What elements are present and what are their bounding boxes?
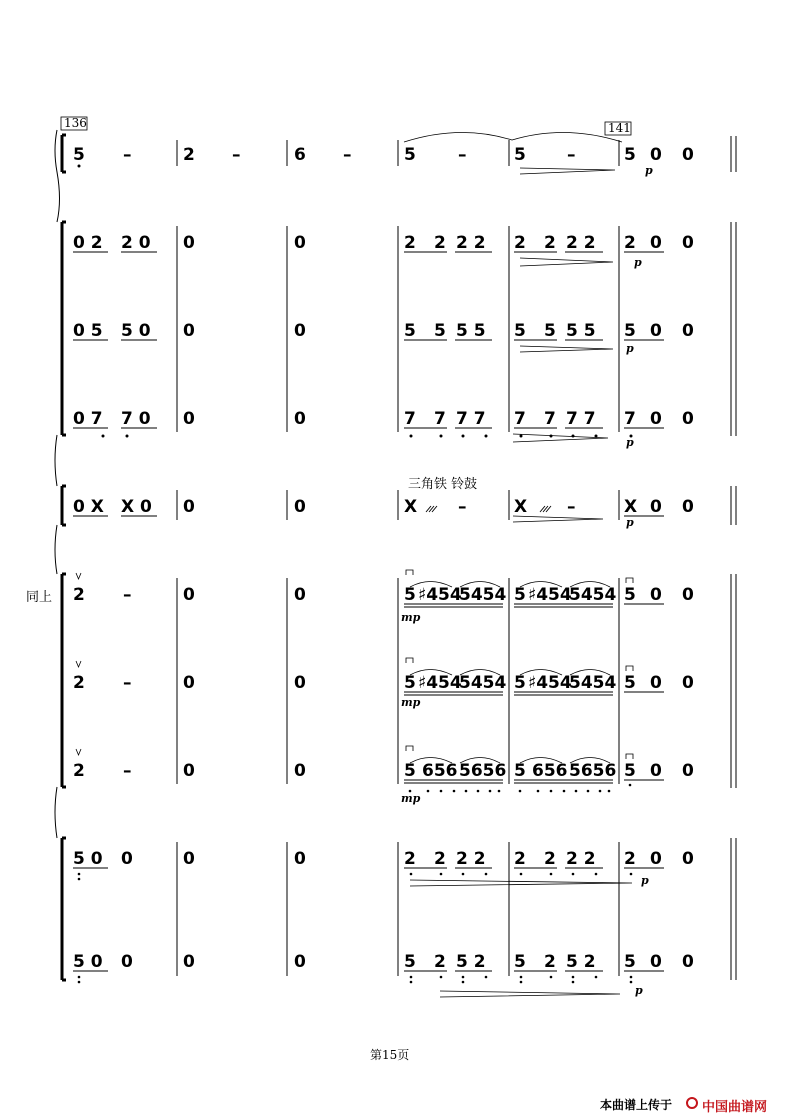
- dynamic-mark: p: [634, 256, 642, 269]
- note: 0: [650, 145, 662, 165]
- note: 0: [183, 585, 195, 605]
- dash: –: [123, 761, 132, 781]
- note: 5: [434, 321, 446, 341]
- dynamics-layer: [401, 164, 653, 997]
- note: 5 2: [566, 952, 596, 972]
- note: 5: [624, 145, 636, 165]
- note: 0: [650, 952, 662, 972]
- note: 5: [514, 145, 526, 165]
- dash: –: [458, 145, 467, 165]
- note: 2 2: [566, 233, 596, 253]
- note: 5: [514, 321, 526, 341]
- note: X: [404, 497, 418, 517]
- dynamic-mark: p: [626, 436, 634, 449]
- note: 2: [514, 233, 526, 253]
- note: 5: [624, 321, 636, 341]
- note: 5454: [459, 585, 507, 605]
- note: 0: [682, 497, 694, 517]
- note: 0: [682, 849, 694, 869]
- note: X: [514, 497, 528, 517]
- note: 0: [121, 849, 133, 869]
- dynamic-mark: p: [641, 874, 649, 887]
- note: ♯454: [528, 585, 572, 605]
- dash: –: [232, 145, 241, 165]
- note: 6: [294, 145, 306, 165]
- note: 2: [183, 145, 195, 165]
- note: ♯454: [418, 585, 462, 605]
- note: 0: [294, 849, 306, 869]
- note: 5454: [569, 673, 617, 693]
- note: 0: [183, 321, 195, 341]
- note: 5 2: [456, 952, 486, 972]
- note: 2: [624, 849, 636, 869]
- note: 0: [294, 321, 306, 341]
- note: 2 2: [456, 233, 486, 253]
- note: 7: [404, 409, 416, 429]
- note: 5: [514, 585, 526, 605]
- dynamic-mark: p: [635, 984, 643, 997]
- measure-number: 136: [64, 116, 87, 130]
- bracket-group: [55, 130, 66, 980]
- note: 5656: [459, 761, 507, 781]
- note: 0 X: [73, 497, 104, 517]
- note: 0: [294, 952, 306, 972]
- dash: –: [123, 585, 132, 605]
- note: 5: [544, 321, 556, 341]
- note: 656: [532, 761, 568, 781]
- note: 2: [73, 585, 85, 605]
- note: 0 2: [73, 233, 103, 253]
- note: 0: [294, 673, 306, 693]
- note: ♯454: [418, 673, 462, 693]
- note: 5454: [569, 585, 617, 605]
- dash: –: [343, 145, 352, 165]
- note: 2: [73, 761, 85, 781]
- note: 2: [514, 849, 526, 869]
- note: 5: [404, 585, 416, 605]
- note: 0: [183, 497, 195, 517]
- note: 5 0: [73, 952, 103, 972]
- note: 5: [404, 321, 416, 341]
- note: 0: [682, 952, 694, 972]
- note: 7: [544, 409, 556, 429]
- measure-number: 141: [608, 121, 631, 135]
- note: 2: [544, 952, 556, 972]
- note: 0: [183, 849, 195, 869]
- note: 0: [682, 409, 694, 429]
- note: 2: [434, 233, 446, 253]
- note: 0: [294, 497, 306, 517]
- percussion-annotation: 三角铁 铃鼓: [408, 477, 478, 492]
- note: 0: [682, 673, 694, 693]
- note: 0: [183, 761, 195, 781]
- note: 2: [404, 233, 416, 253]
- note: 0: [183, 952, 195, 972]
- instrument-annotation: 同上: [26, 590, 53, 605]
- note: 0: [650, 233, 662, 253]
- note: 0: [650, 409, 662, 429]
- dash: –: [458, 497, 467, 517]
- note: 5: [404, 761, 416, 781]
- note: 5 0: [73, 849, 103, 869]
- dynamic-mark: mp: [401, 611, 421, 624]
- notes-layer: [73, 145, 694, 972]
- note: 0: [294, 585, 306, 605]
- note: 0: [682, 233, 694, 253]
- note: 0: [121, 952, 133, 972]
- note: 0 7: [73, 409, 103, 429]
- note: 0: [650, 585, 662, 605]
- dash: –: [567, 497, 576, 517]
- note: 0: [650, 761, 662, 781]
- dynamic-mark: p: [626, 342, 634, 355]
- note: 2: [624, 233, 636, 253]
- page-number: 第15页: [370, 1048, 410, 1062]
- dash: –: [123, 145, 132, 165]
- note: 5656: [569, 761, 617, 781]
- note: 7 0: [121, 409, 151, 429]
- note: 5: [73, 145, 85, 165]
- note: 5: [514, 673, 526, 693]
- note: 0: [650, 497, 662, 517]
- note: 2 2: [566, 849, 596, 869]
- note: 656: [422, 761, 458, 781]
- dynamic-mark: mp: [401, 696, 421, 709]
- note: 2 0: [121, 233, 151, 253]
- note: 5 0: [121, 321, 151, 341]
- note: 0: [682, 585, 694, 605]
- note: 5: [624, 673, 636, 693]
- dynamic-mark: p: [645, 164, 653, 177]
- note: 0: [682, 145, 694, 165]
- note: 0 5: [73, 321, 103, 341]
- note: 0: [183, 409, 195, 429]
- dynamic-mark: mp: [401, 792, 421, 805]
- note: X 0: [121, 497, 152, 517]
- site-logo-icon: [686, 1097, 698, 1109]
- note: 0: [650, 849, 662, 869]
- dash: –: [567, 145, 576, 165]
- note: ♯454: [528, 673, 572, 693]
- note: 5: [514, 761, 526, 781]
- note: 5: [404, 145, 416, 165]
- note: 2: [434, 952, 446, 972]
- site-logo[interactable]: 中国曲谱网: [702, 1100, 768, 1115]
- note: 5: [624, 761, 636, 781]
- tremolo-marks: [426, 506, 551, 512]
- note: 0: [682, 321, 694, 341]
- dash: –: [123, 673, 132, 693]
- note: 0: [682, 761, 694, 781]
- note: 5: [514, 952, 526, 972]
- note: 7 7: [456, 409, 486, 429]
- uploader-text: 本曲谱上传于: [600, 1098, 673, 1112]
- note: 0: [183, 673, 195, 693]
- note: 0: [650, 673, 662, 693]
- note: 5454: [459, 673, 507, 693]
- note: X: [624, 497, 638, 517]
- note: 7 7: [566, 409, 596, 429]
- note: 2: [73, 673, 85, 693]
- note: 7: [434, 409, 446, 429]
- note: 5 5: [456, 321, 486, 341]
- note: 7: [624, 409, 636, 429]
- tie: [404, 132, 622, 142]
- note: 5 5: [566, 321, 596, 341]
- note: 5: [624, 585, 636, 605]
- note: 5: [624, 952, 636, 972]
- note: 2: [544, 849, 556, 869]
- note: 5: [404, 673, 416, 693]
- note: 2: [404, 849, 416, 869]
- note: 0: [294, 409, 306, 429]
- note: 0: [183, 233, 195, 253]
- note: 7: [514, 409, 526, 429]
- dynamic-mark: p: [626, 516, 634, 529]
- note: 2 2: [456, 849, 486, 869]
- note: 0: [294, 233, 306, 253]
- note: 2: [434, 849, 446, 869]
- note: 0: [294, 761, 306, 781]
- note: 2: [544, 233, 556, 253]
- note: 0: [650, 321, 662, 341]
- note: 5: [404, 952, 416, 972]
